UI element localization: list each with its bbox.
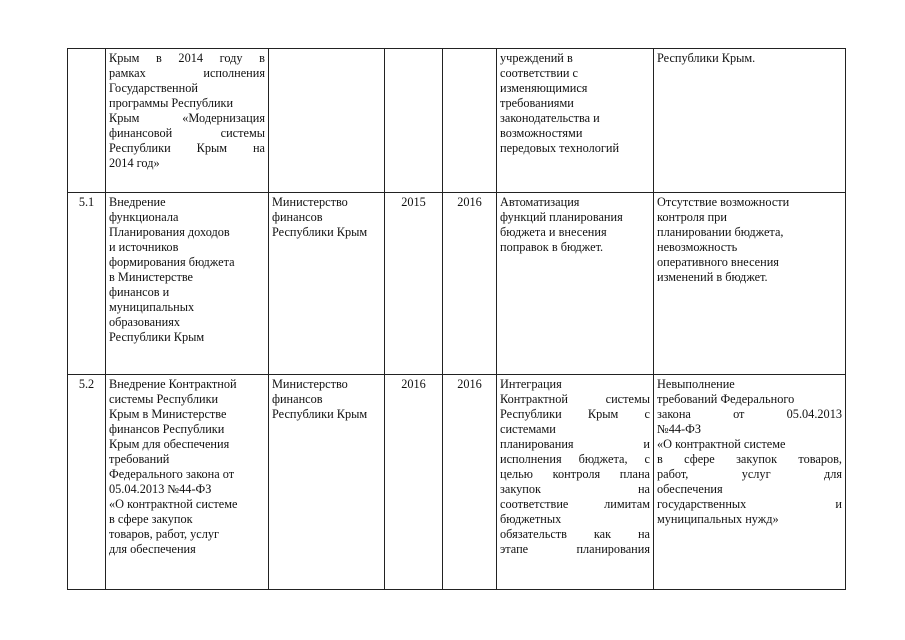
consequences-cell <box>654 375 846 590</box>
cell-text-line: Крым в Министерстве <box>109 407 227 421</box>
consequences-cell <box>654 193 846 375</box>
cell-text-line: требованиями <box>500 96 574 110</box>
table-row <box>68 375 846 590</box>
cell-text-line: возможностями <box>500 126 583 140</box>
end-year-cell: 2016 <box>443 375 497 590</box>
cell-text-line: образованиях <box>109 315 181 329</box>
cell-text-line: рамках исполнения <box>109 66 265 80</box>
cell-text-line: товаров, работ, услуг <box>109 527 220 541</box>
cell-text-line: Республики Крым. <box>657 51 756 65</box>
end-year-cell: 2016 <box>443 193 497 375</box>
executor-cell <box>269 193 385 375</box>
cell-text-line: Республики Крым <box>109 330 205 344</box>
cell-text-line: Отсутствие возможности <box>657 195 790 209</box>
cell-text-line: «О контрактной системе <box>657 437 786 451</box>
cell-text-line: Контрактной системы <box>500 392 650 406</box>
cell-text-line: системами <box>500 422 556 436</box>
cell-text-line: поправок в бюджет. <box>500 240 604 254</box>
cell-text-line: Федерального закона от <box>109 467 235 481</box>
cell-text-line: Государственной <box>109 81 198 95</box>
cell-text-line: государственных и <box>657 497 842 511</box>
cell-text-line: в Министерстве <box>109 270 194 284</box>
cell-text-line: функционала <box>109 210 179 224</box>
cell-text-line: бюджетных <box>500 512 562 526</box>
cell-text-line: изменяющимися <box>500 81 588 95</box>
cell-text-line: передовых технологий <box>500 141 620 155</box>
measure-name-cell <box>106 375 269 590</box>
executor-cell <box>269 375 385 590</box>
measure-name-cell <box>106 193 269 375</box>
cell-text-line: работ, услуг для <box>657 467 842 481</box>
cell-text-line: контроля при <box>657 210 727 224</box>
cell-text-line: соответствие лимитам <box>500 497 650 511</box>
expected-result-cell <box>497 49 654 193</box>
start-year-cell: 2015 <box>385 193 443 375</box>
end-year-cell <box>443 49 497 193</box>
row-number-cell: 5.1 <box>68 193 106 375</box>
executor-cell <box>269 49 385 193</box>
cell-text-line: Внедрение Контрактной <box>109 377 237 391</box>
cell-text-line: оперативного внесения <box>657 255 779 269</box>
cell-text-line: финансовой системы <box>109 126 265 140</box>
cell-text-line: «О контрактной системе <box>109 497 238 511</box>
cell-text-line: 2014 год» <box>109 156 160 170</box>
cell-text-line: программы Республики <box>109 96 234 110</box>
cell-text-line: закона от 05.04.2013 <box>657 407 842 421</box>
cell-text-line: финансов Республики <box>109 422 225 436</box>
cell-text-line: формирования бюджета <box>109 255 235 269</box>
cell-text-line: Министерство <box>272 377 348 391</box>
measure-name-cell <box>106 49 269 193</box>
cell-text-line: изменений в бюджет. <box>657 270 768 284</box>
cell-text-line: муниципальных <box>109 300 195 314</box>
row-number-cell <box>68 49 106 193</box>
start-year-cell <box>385 49 443 193</box>
cell-text-line: планирования и <box>500 437 650 451</box>
program-measures-table <box>67 48 846 590</box>
cell-text-line: финансов и <box>109 285 170 299</box>
cell-text-line: для обеспечения <box>109 542 196 556</box>
cell-text-line: закупок на <box>500 482 650 496</box>
cell-text-line: финансов <box>272 392 323 406</box>
cell-text-line: невозможность <box>657 240 738 254</box>
cell-text-line: в сфере закупок <box>109 512 193 526</box>
expected-result-cell <box>497 193 654 375</box>
cell-text-line: обеспечения <box>657 482 723 496</box>
cell-text-line: муниципальных нужд» <box>657 512 779 526</box>
cell-text-line: №44-ФЗ <box>657 422 701 436</box>
cell-text-line: исполнения бюджета, с <box>500 452 650 466</box>
cell-text-line: Крым в 2014 году в <box>109 51 265 65</box>
cell-text-line: в сфере закупок товаров, <box>657 452 842 466</box>
cell-text-line: Республики Крым с <box>500 407 650 421</box>
cell-text-line: 05.04.2013 №44-ФЗ <box>109 482 212 496</box>
cell-text-line: Республики Крым <box>272 225 368 239</box>
expected-result-cell <box>497 375 654 590</box>
cell-text-line: и источников <box>109 240 179 254</box>
cell-text-line: Крым «Модернизация <box>109 111 265 125</box>
cell-text-line: учреждений в <box>500 51 573 65</box>
document-page <box>67 48 846 590</box>
cell-text-line: требований Федерального <box>657 392 795 406</box>
cell-text-line: обязательств как на <box>500 527 650 541</box>
cell-text-line: этапе планирования <box>500 542 650 556</box>
cell-text-line: финансов <box>272 210 323 224</box>
table-row <box>68 49 846 193</box>
cell-text-line: законодательства и <box>500 111 600 125</box>
start-year-cell: 2016 <box>385 375 443 590</box>
row-number-cell: 5.2 <box>68 375 106 590</box>
cell-text-line: Внедрение <box>109 195 166 209</box>
cell-text-line: Невыполнение <box>657 377 735 391</box>
cell-text-line: требований <box>109 452 170 466</box>
cell-text-line: Автоматизация <box>500 195 580 209</box>
consequences-cell <box>654 49 846 193</box>
table-row <box>68 193 846 375</box>
cell-text-line: бюджета и внесения <box>500 225 607 239</box>
cell-text-line: Министерство <box>272 195 348 209</box>
cell-text-line: Республики Крым на <box>109 141 265 155</box>
cell-text-line: Планирования доходов <box>109 225 230 239</box>
cell-text-line: планировании бюджета, <box>657 225 784 239</box>
cell-text-line: соответствии с <box>500 66 579 80</box>
cell-text-line: Интеграция <box>500 377 562 391</box>
cell-text-line: целью контроля плана <box>500 467 650 481</box>
cell-text-line: Республики Крым <box>272 407 368 421</box>
cell-text-line: системы Республики <box>109 392 219 406</box>
cell-text-line: функций планирования <box>500 210 623 224</box>
cell-text-line: Крым для обеспечения <box>109 437 230 451</box>
